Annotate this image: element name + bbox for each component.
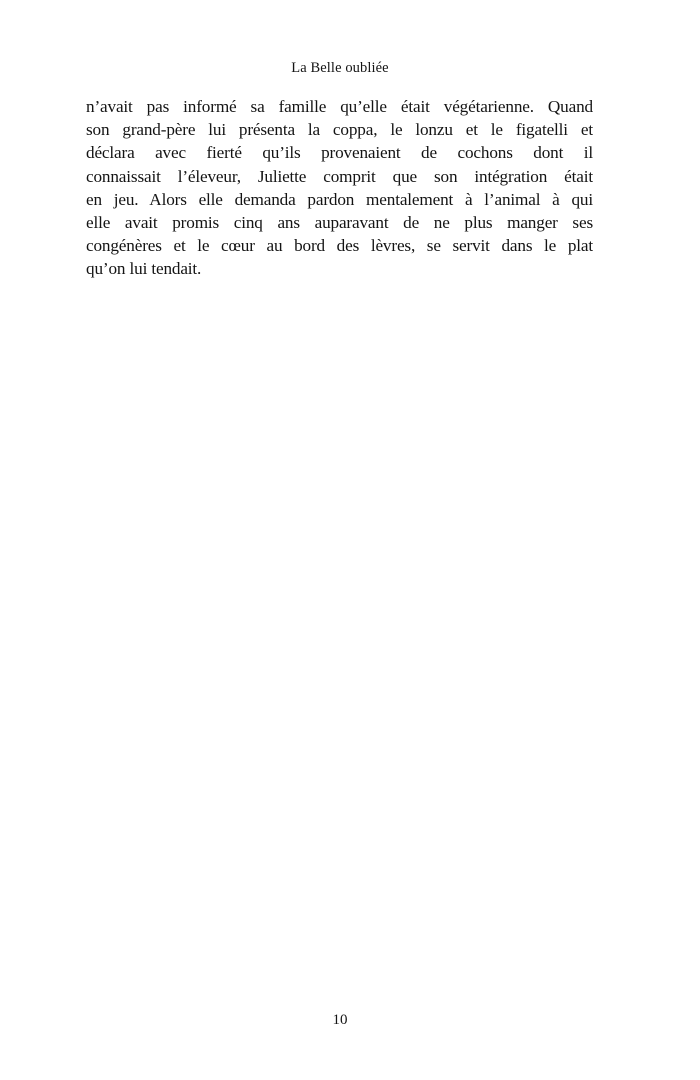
text-line: congénères et le cœur au bord des lèvres, se servit dans le plat <box>86 236 593 256</box>
text-line: déclara avec fierté qu’ils provenaient de cochons dont il <box>86 143 593 163</box>
text-line: connaissait l’éleveur, Juliette comprit que son intégration était <box>86 166 593 186</box>
page-number: 10 <box>332 1012 348 1028</box>
body-paragraph <box>86 95 593 281</box>
text-line: elle avait promis cinq ans auparavant de ne plus manger ses <box>86 212 593 232</box>
running-header-title: La Belle oubliée <box>291 60 389 76</box>
text-line: n’avait pas informé sa famille qu’elle était végétarienne. Quand <box>86 97 593 116</box>
text-line: en jeu. Alors elle demanda pardon mentalement à l’animal à qui <box>86 189 593 209</box>
text-line: qu’on lui tendait. <box>86 259 202 279</box>
text-line: son grand-père lui présenta la coppa, le lonzu et le figatelli et <box>86 120 593 140</box>
